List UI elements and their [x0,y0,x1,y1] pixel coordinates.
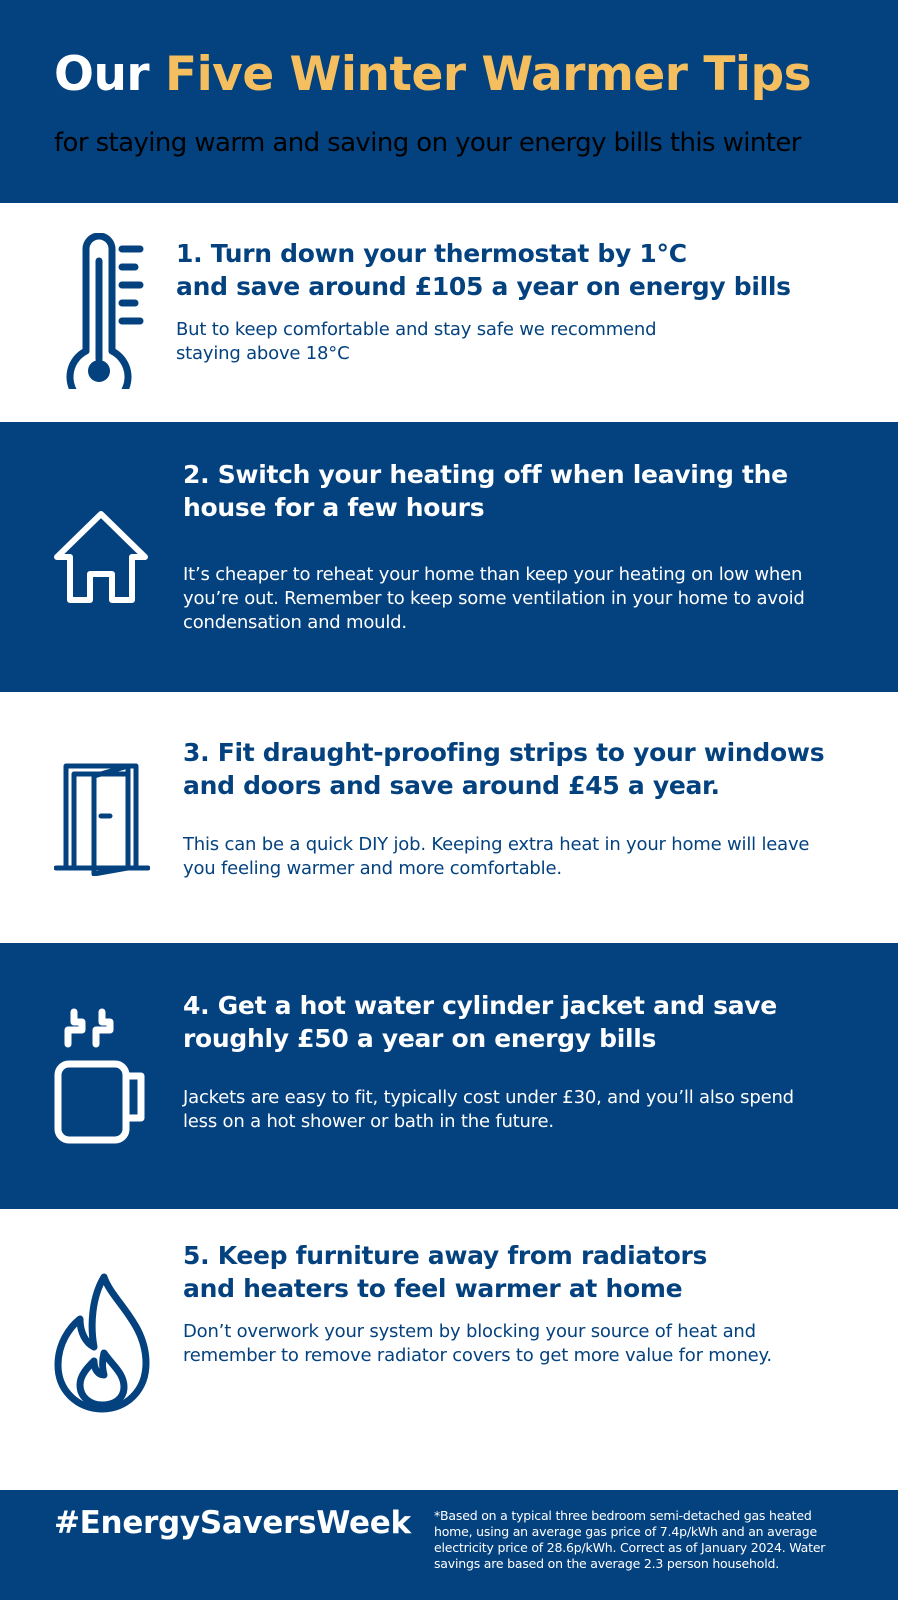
hashtag: #EnergySaversWeek [54,1505,411,1541]
hot-mug-icon [54,1008,150,1144]
tip-3-body: This can be a quick DIY job. Keeping extra heat in your home will leave you feeling warmer and more comfortable. [183,834,810,879]
tip-3-title: 3. Fit draught-proofing strips to your windows and doors and save around £45 a year. [183,738,825,800]
tip-2 [0,422,898,692]
tip-5-body: Don’t overwork your system by blocking your source of heat and remember to remove radiator covers to get more value for money. [183,1321,772,1366]
tip-2-title: 2. Switch your heating off when leaving the house for a few hours [183,460,788,522]
tip-1 [0,203,898,422]
tip-1-body: But to keep comfortable and stay safe we recommend staying above 18°C [176,319,657,364]
tip-3 [0,692,898,943]
tip-4-title: 4. Get a hot water cylinder jacket and save roughly £50 a year on energy bills [183,991,777,1053]
house-icon [54,510,148,604]
tip-5 [0,1209,898,1490]
tip-5-title: 5. Keep furniture away from radiators and heaters to feel warmer at home [183,1241,708,1303]
flame-icon [54,1273,152,1413]
tip-2-body: It’s cheaper to reheat your home than keep your heating on low when you’re out. Remember to keep some ventilation in your home to avoid condensation and mould. [183,564,805,633]
title-prefix: Our [54,47,165,102]
tip-4-body: Jackets are easy to fit, typically cost under £30, and you’ll also spend less on a hot shower or bath in the future. [183,1087,794,1132]
page-title [54,47,811,103]
door-icon [54,758,150,876]
thermometer-icon [62,233,148,389]
footnote: *Based on a typical three bedroom semi-detached gas heated home, using an average gas price of 7.4p/kWh and an average electricity price of 28.6p/kWh. Correct as of January 2024. Water savings are based on the average 2.3 person household. [434,1508,826,1571]
page-subtitle: for staying warm and saving on your energy bills this winter [54,128,801,158]
tip-4 [0,943,898,1209]
tip-1-title: 1. Turn down your thermostat by 1°C and save around £105 a year on energy bills [176,239,791,301]
title-highlight: Five Winter Warmer Tips [164,47,812,102]
